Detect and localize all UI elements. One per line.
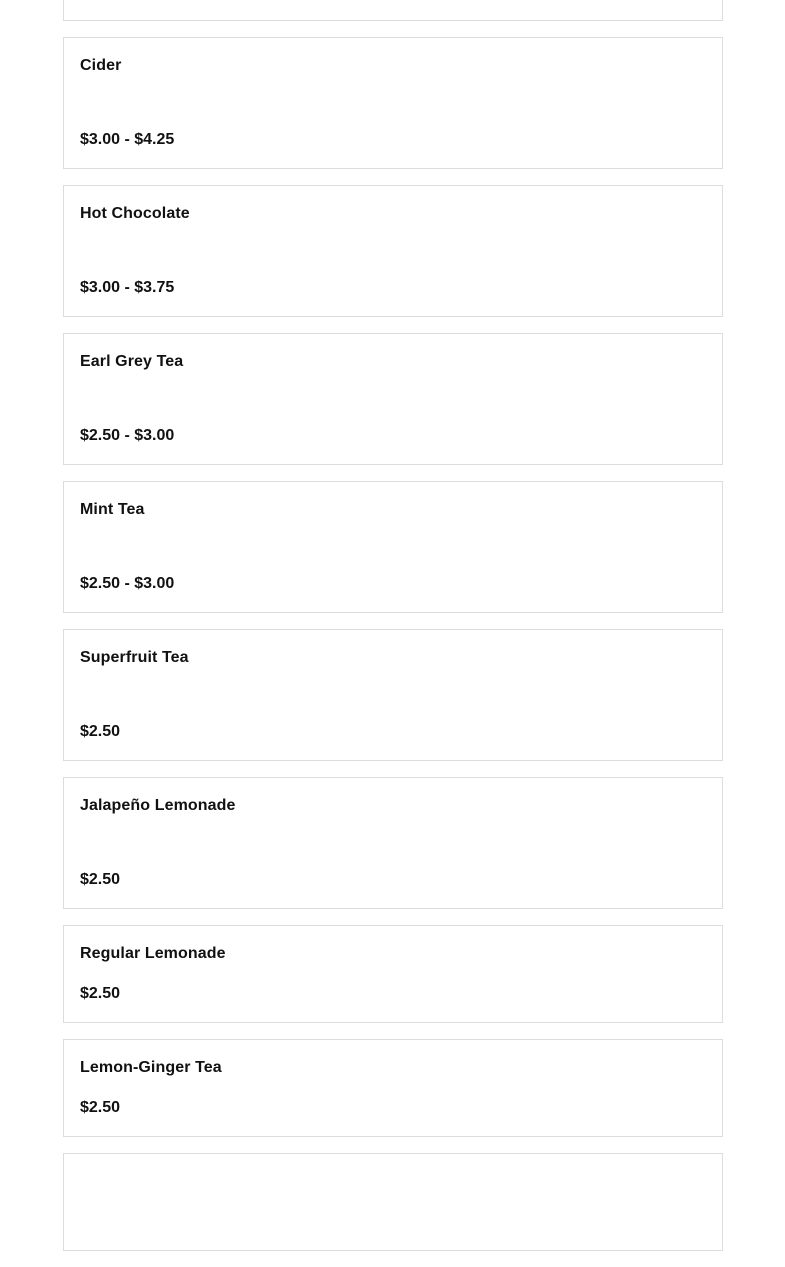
- menu-item-name: Regular Lemonade: [80, 945, 226, 962]
- menu-item-card[interactable]: [63, 37, 723, 169]
- menu-item-name: Mint Tea: [80, 501, 145, 518]
- menu-item-name: Hot Chocolate: [80, 205, 190, 222]
- menu-item-card[interactable]: [63, 1153, 723, 1251]
- menu-item-price: $3.00 - $3.75: [80, 279, 175, 296]
- menu-item-card[interactable]: [63, 333, 723, 465]
- menu-item-name: Cider: [80, 57, 122, 74]
- menu-item-name: Lemon-Ginger Tea: [80, 1059, 222, 1076]
- menu-item-price: $2.50: [80, 985, 121, 1002]
- menu-item-price: [80, 0, 174, 2]
- menu-item-card[interactable]: [63, 481, 723, 613]
- menu-item-price: $2.50 - $3.00: [80, 427, 175, 444]
- menu-item-price: $3.00 - $4.25: [80, 131, 175, 148]
- menu-item-card[interactable]: [63, 1039, 723, 1137]
- menu-item-card[interactable]: [63, 0, 723, 21]
- menu-item-price: $2.50 - $3.00: [80, 575, 175, 592]
- menu-item-name: Superfruit Tea: [80, 649, 189, 666]
- menu-item-card[interactable]: [63, 629, 723, 761]
- menu-item-card[interactable]: [63, 185, 723, 317]
- menu-item-card[interactable]: [63, 777, 723, 909]
- menu-item-card[interactable]: [63, 925, 723, 1023]
- menu-item-price: $2.50: [80, 1099, 121, 1116]
- menu-item-price: $2.50: [80, 723, 121, 740]
- menu-item-name: Jalapeño Lemonade: [80, 797, 236, 814]
- menu-item-name: Earl Grey Tea: [80, 353, 184, 370]
- menu-item-price: $2.50: [80, 871, 121, 888]
- menu-item-list: [63, 0, 723, 1267]
